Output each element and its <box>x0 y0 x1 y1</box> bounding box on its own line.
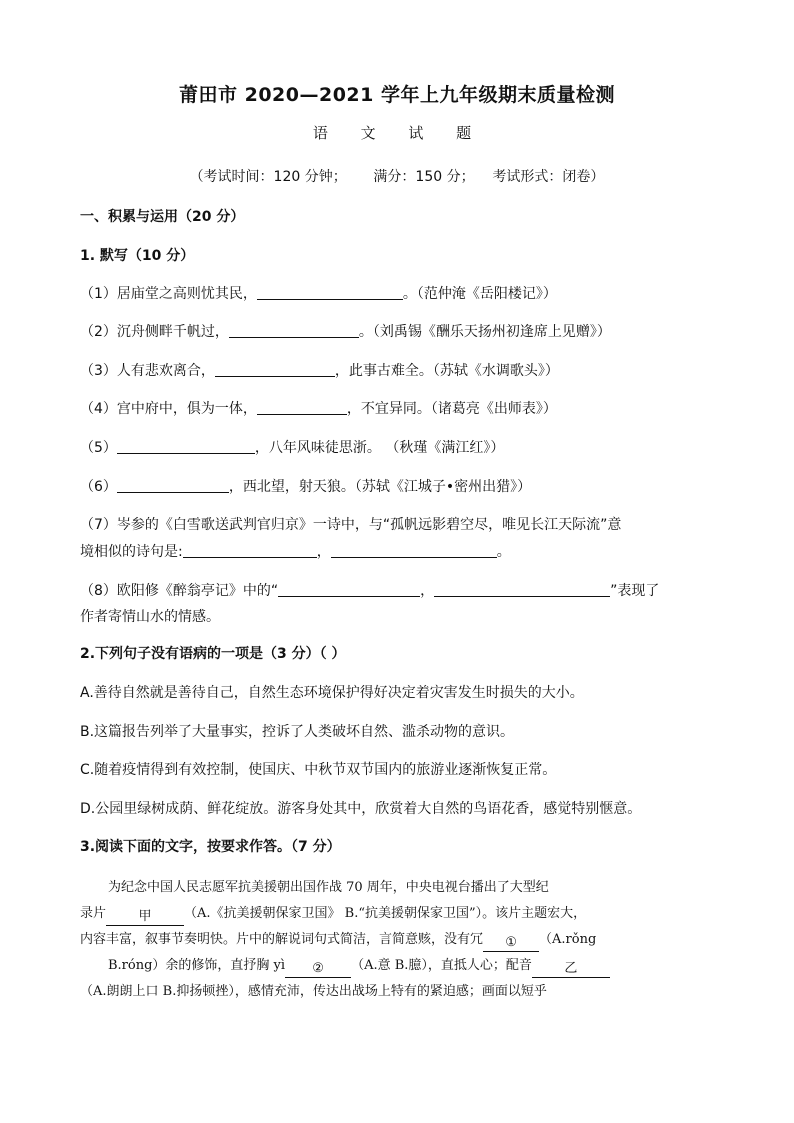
q1-item-3-post: ，此事古难全。（苏轼《水调歌头》） <box>334 363 559 379</box>
answer-blank[interactable] <box>331 543 497 558</box>
q2-option-d: D.公园里绿树成荫、鲜花绽放。游客身处其中，欣赏着大自然的鸟语花香，感觉特别惬意。 <box>80 801 642 817</box>
blank-2[interactable]: ② <box>285 961 351 978</box>
question-1-heading: 1. 默写（10 分） <box>80 248 195 264</box>
q3-p4-pre: B.róng）余的修饰，直抒胸 yì <box>108 958 286 973</box>
q1-item-8-line-1 <box>80 580 720 600</box>
q3-passage-line-2 <box>80 902 720 926</box>
section-heading: 一、积累与运用（20 分） <box>80 209 245 225</box>
q2-option-b: B.这篇报告列举了大量事实，控诉了人类破坏自然、滥杀动物的意识。 <box>80 724 515 740</box>
q1-item-5-pre: （5） <box>80 440 117 456</box>
q1-item-8-line-2: 作者寄情山水的情感。 <box>80 609 220 625</box>
q1-item-3 <box>80 360 720 380</box>
page-title: 莆田市 2020—2021 学年上九年级期末质量检测 <box>179 84 615 106</box>
q2-option-a: A.善待自然就是善待自己，自然生态环境保护得好决定着灾害发生时损失的大小。 <box>80 685 584 701</box>
q1-item-7-line-1: （7）岑参的《白雪歌送武判官归京》一诗中，与“孤帆远影碧空尽，唯见长江天际流”意 <box>80 517 622 533</box>
q1-item-3-pre: （3）人有悲欢离合， <box>80 363 215 379</box>
q1-item-5-post: ，八年风味徒思浙。 （秋瑾《满江红》） <box>254 440 505 456</box>
q2-option-c: C.随着疫情得到有效控制，使国庆、中秋节双节国内的旅游业逐渐恢复正常。 <box>80 762 557 778</box>
q3-passage-line-4 <box>108 954 720 978</box>
q1-item-8-post: ”表现了 <box>610 583 660 599</box>
answer-blank[interactable] <box>257 400 347 415</box>
q3-p3-pre: 内容丰富，叙事节奏明快。片中的解说词句式简洁，言简意赅，没有冗 <box>80 932 484 947</box>
q1-item-2-post: 。（刘禹锡《酬乐天扬州初逢席上见赠》） <box>358 324 611 340</box>
question-2-heading: 2.下列句子没有语病的一项是（3 分）（ ） <box>80 646 346 662</box>
q3-passage-line-1: 为纪念中国人民志愿军抗美援朝出国作战 70 周年，中央电视台播出了大型纪 <box>108 880 549 895</box>
blank-jia[interactable]: 甲 <box>106 909 184 926</box>
answer-blank[interactable] <box>278 582 420 597</box>
q1-item-5 <box>80 437 720 457</box>
q1-item-7-mid: ， <box>316 544 331 560</box>
blank-1[interactable]: ① <box>483 935 539 952</box>
q3-p2-pre: 录片 <box>80 906 107 921</box>
q1-item-6-pre: （6） <box>80 479 117 495</box>
q3-p2-post: （A.《抗美援朝保家卫国》 B.“抗美援朝保家卫国”）。该片主题宏大， <box>184 906 587 921</box>
answer-blank[interactable] <box>257 285 403 300</box>
q1-item-7-post: 。 <box>496 544 511 560</box>
answer-blank[interactable] <box>215 362 335 377</box>
q1-item-4-post: ，不宜异同。（诸葛亮《出师表》） <box>346 401 557 417</box>
q1-item-8-pre: （8）欧阳修《醉翁亭记》中的“ <box>80 583 279 599</box>
question-3-heading: 3.阅读下面的文字，按要求作答。（7 分） <box>80 839 341 855</box>
q1-item-8-mid: ， <box>420 583 435 599</box>
q3-passage-line-3 <box>80 928 720 952</box>
answer-blank[interactable] <box>229 323 359 338</box>
answer-blank[interactable] <box>434 582 610 597</box>
q1-item-7-line-2 <box>80 541 720 561</box>
q1-item-1-post: 。（范仲淹《岳阳楼记》） <box>402 286 557 302</box>
answer-blank[interactable] <box>117 439 255 454</box>
q1-item-2 <box>80 321 720 341</box>
q1-item-4 <box>80 398 720 418</box>
exam-info: （考试时间：120 分钟； 满分：150 分； 考试形式：闭卷） <box>189 169 605 185</box>
blank-yi[interactable]: 乙 <box>532 961 610 978</box>
q1-item-4-pre: （4）宫中府中，俱为一体， <box>80 401 257 417</box>
page-subtitle: 语 文 试 题 <box>312 124 482 142</box>
q1-item-1 <box>80 283 720 303</box>
q3-p4-mid: （A.意 B.臆），直抵人心；配音 <box>351 958 532 973</box>
q1-item-6 <box>80 476 720 496</box>
q1-item-1-pre: （1）居庙堂之高则忧其民， <box>80 286 257 302</box>
answer-blank[interactable] <box>183 543 317 558</box>
q1-item-2-pre: （2）沉舟侧畔千帆过， <box>80 324 229 340</box>
answer-blank[interactable] <box>117 478 229 493</box>
q3-p3-post: （A.rǒng <box>539 932 597 947</box>
q1-item-7-pre: 境相似的诗句是: <box>80 544 183 560</box>
q3-passage-line-5: （A.朗朗上口 B.抑扬顿挫），感情充沛，传达出战场上特有的紧迫感；画面以短乎 <box>80 984 547 999</box>
q1-item-6-post: ，西北望，射天狼。（苏轼《江城子•密州出猎》） <box>228 479 532 495</box>
